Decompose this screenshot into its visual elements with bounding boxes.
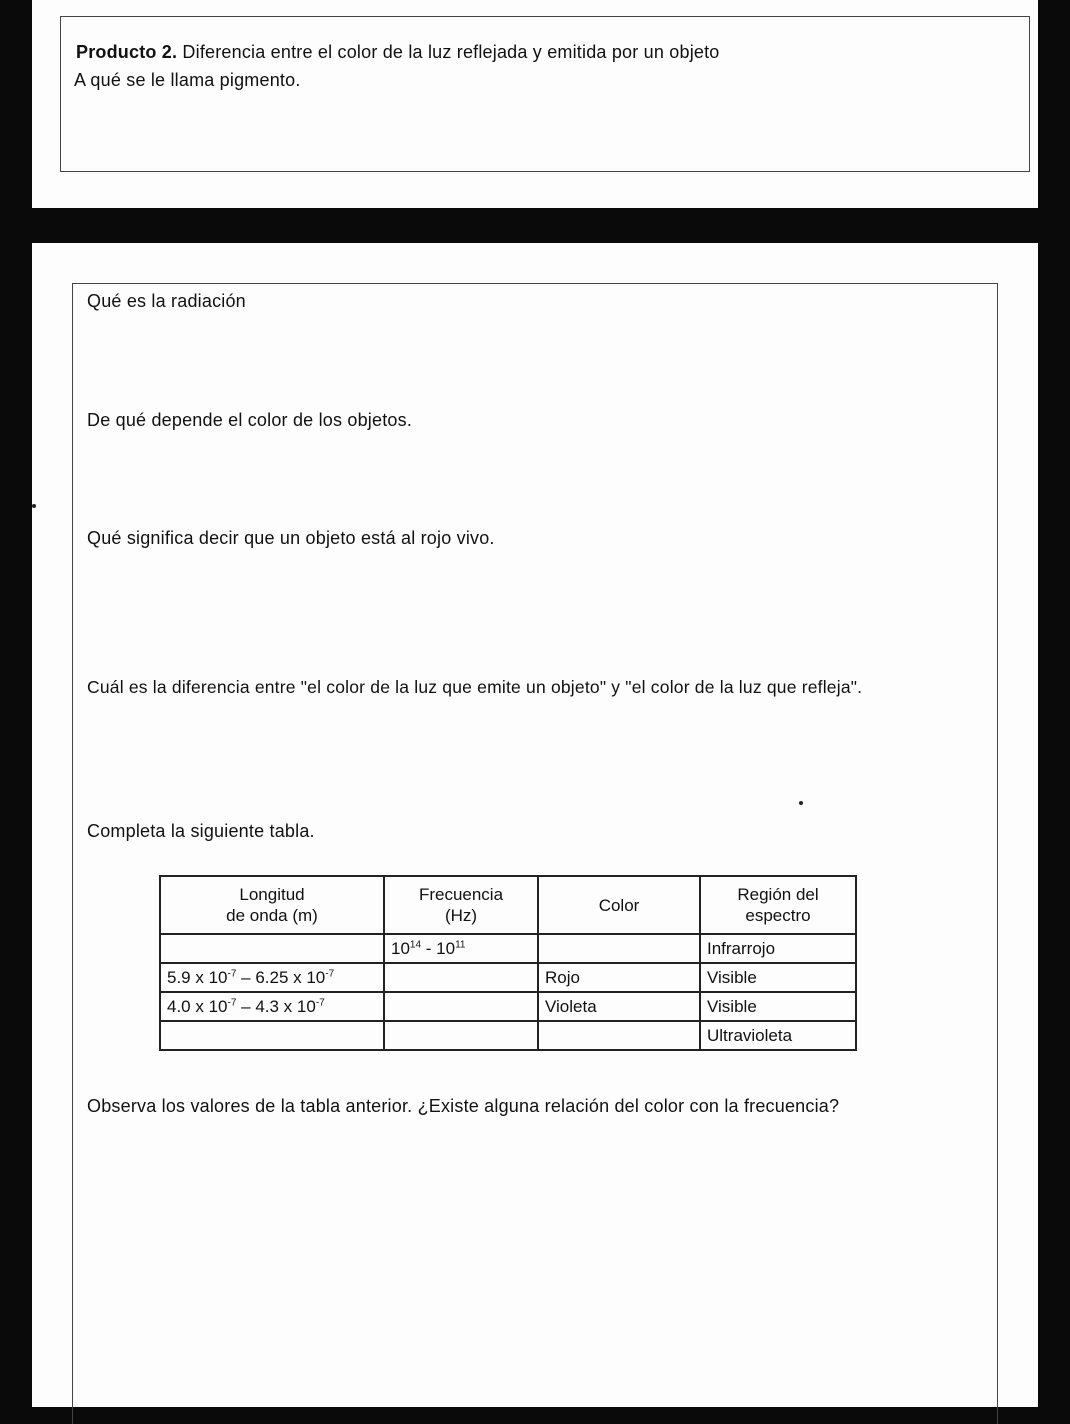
product-title [76, 42, 720, 63]
question-diferencia-luz: Cuál es la diferencia entre "el color de la luz que emite un objeto" y "el color de la luz que refleja". [87, 677, 863, 697]
table-row [160, 992, 856, 1021]
cell-color[interactable] [538, 1021, 700, 1050]
product-label: Producto 2. [76, 42, 178, 62]
cell-wavelength[interactable] [160, 934, 384, 963]
question-relacion-color-frecuencia: Observa los valores de la tabla anterior. ¿Existe alguna relación del color con la frecuencia? [87, 1096, 840, 1116]
table-row [160, 963, 856, 992]
product-description: Diferencia entre el color de la luz reflejada y emitida por un objeto [177, 42, 720, 62]
ink-speck [799, 801, 803, 805]
cell-frequency[interactable] [384, 992, 538, 1021]
cell-color[interactable] [538, 934, 700, 963]
question-pigmento: A qué se le llama pigmento. [74, 70, 301, 90]
table-header-row [160, 876, 856, 934]
table-row [160, 934, 856, 963]
answer-frame [72, 283, 998, 1424]
cell-color: Rojo [538, 963, 700, 992]
answer-box-pigmento [60, 16, 1030, 172]
worksheet-page-top [32, 0, 1038, 208]
cell-wavelength: 5.9 x $10^{-7} - 6.25$ x $10^{-7}$ [160, 963, 384, 992]
cell-frequency[interactable] [384, 963, 538, 992]
table-instruction: Completa la siguiente tabla. [87, 821, 315, 841]
question-rojo-vivo: Qué significa decir que un objeto está al rojo vivo. [87, 528, 495, 548]
header-region: Región del espectro [700, 876, 856, 934]
cell-frequency[interactable] [384, 1021, 538, 1050]
cell-wavelength: 4.0 x $10^{-7} - 4.3$ x $10^{-7}$ [160, 992, 384, 1021]
table-row [160, 1021, 856, 1050]
header-frequency: Frecuencia (Hz) [384, 876, 538, 934]
cell-color: Violeta [538, 992, 700, 1021]
header-color: Color [538, 876, 700, 934]
cell-region: Infrarrojo [700, 934, 856, 963]
spectrum-table [159, 875, 857, 1051]
cell-frequency: $10^{14} - 10^{11}$ [384, 934, 538, 963]
cell-region: Ultravioleta [700, 1021, 856, 1050]
cell-wavelength[interactable] [160, 1021, 384, 1050]
question-radiacion: Qué es la radiación [87, 291, 246, 311]
cell-region: Visible [700, 992, 856, 1021]
header-wavelength: Longitud de onda (m) [160, 876, 384, 934]
ink-speck [32, 504, 36, 508]
worksheet-page-bottom [32, 243, 1038, 1407]
cell-region: Visible [700, 963, 856, 992]
question-color-objetos: De qué depende el color de los objetos. [87, 410, 413, 430]
